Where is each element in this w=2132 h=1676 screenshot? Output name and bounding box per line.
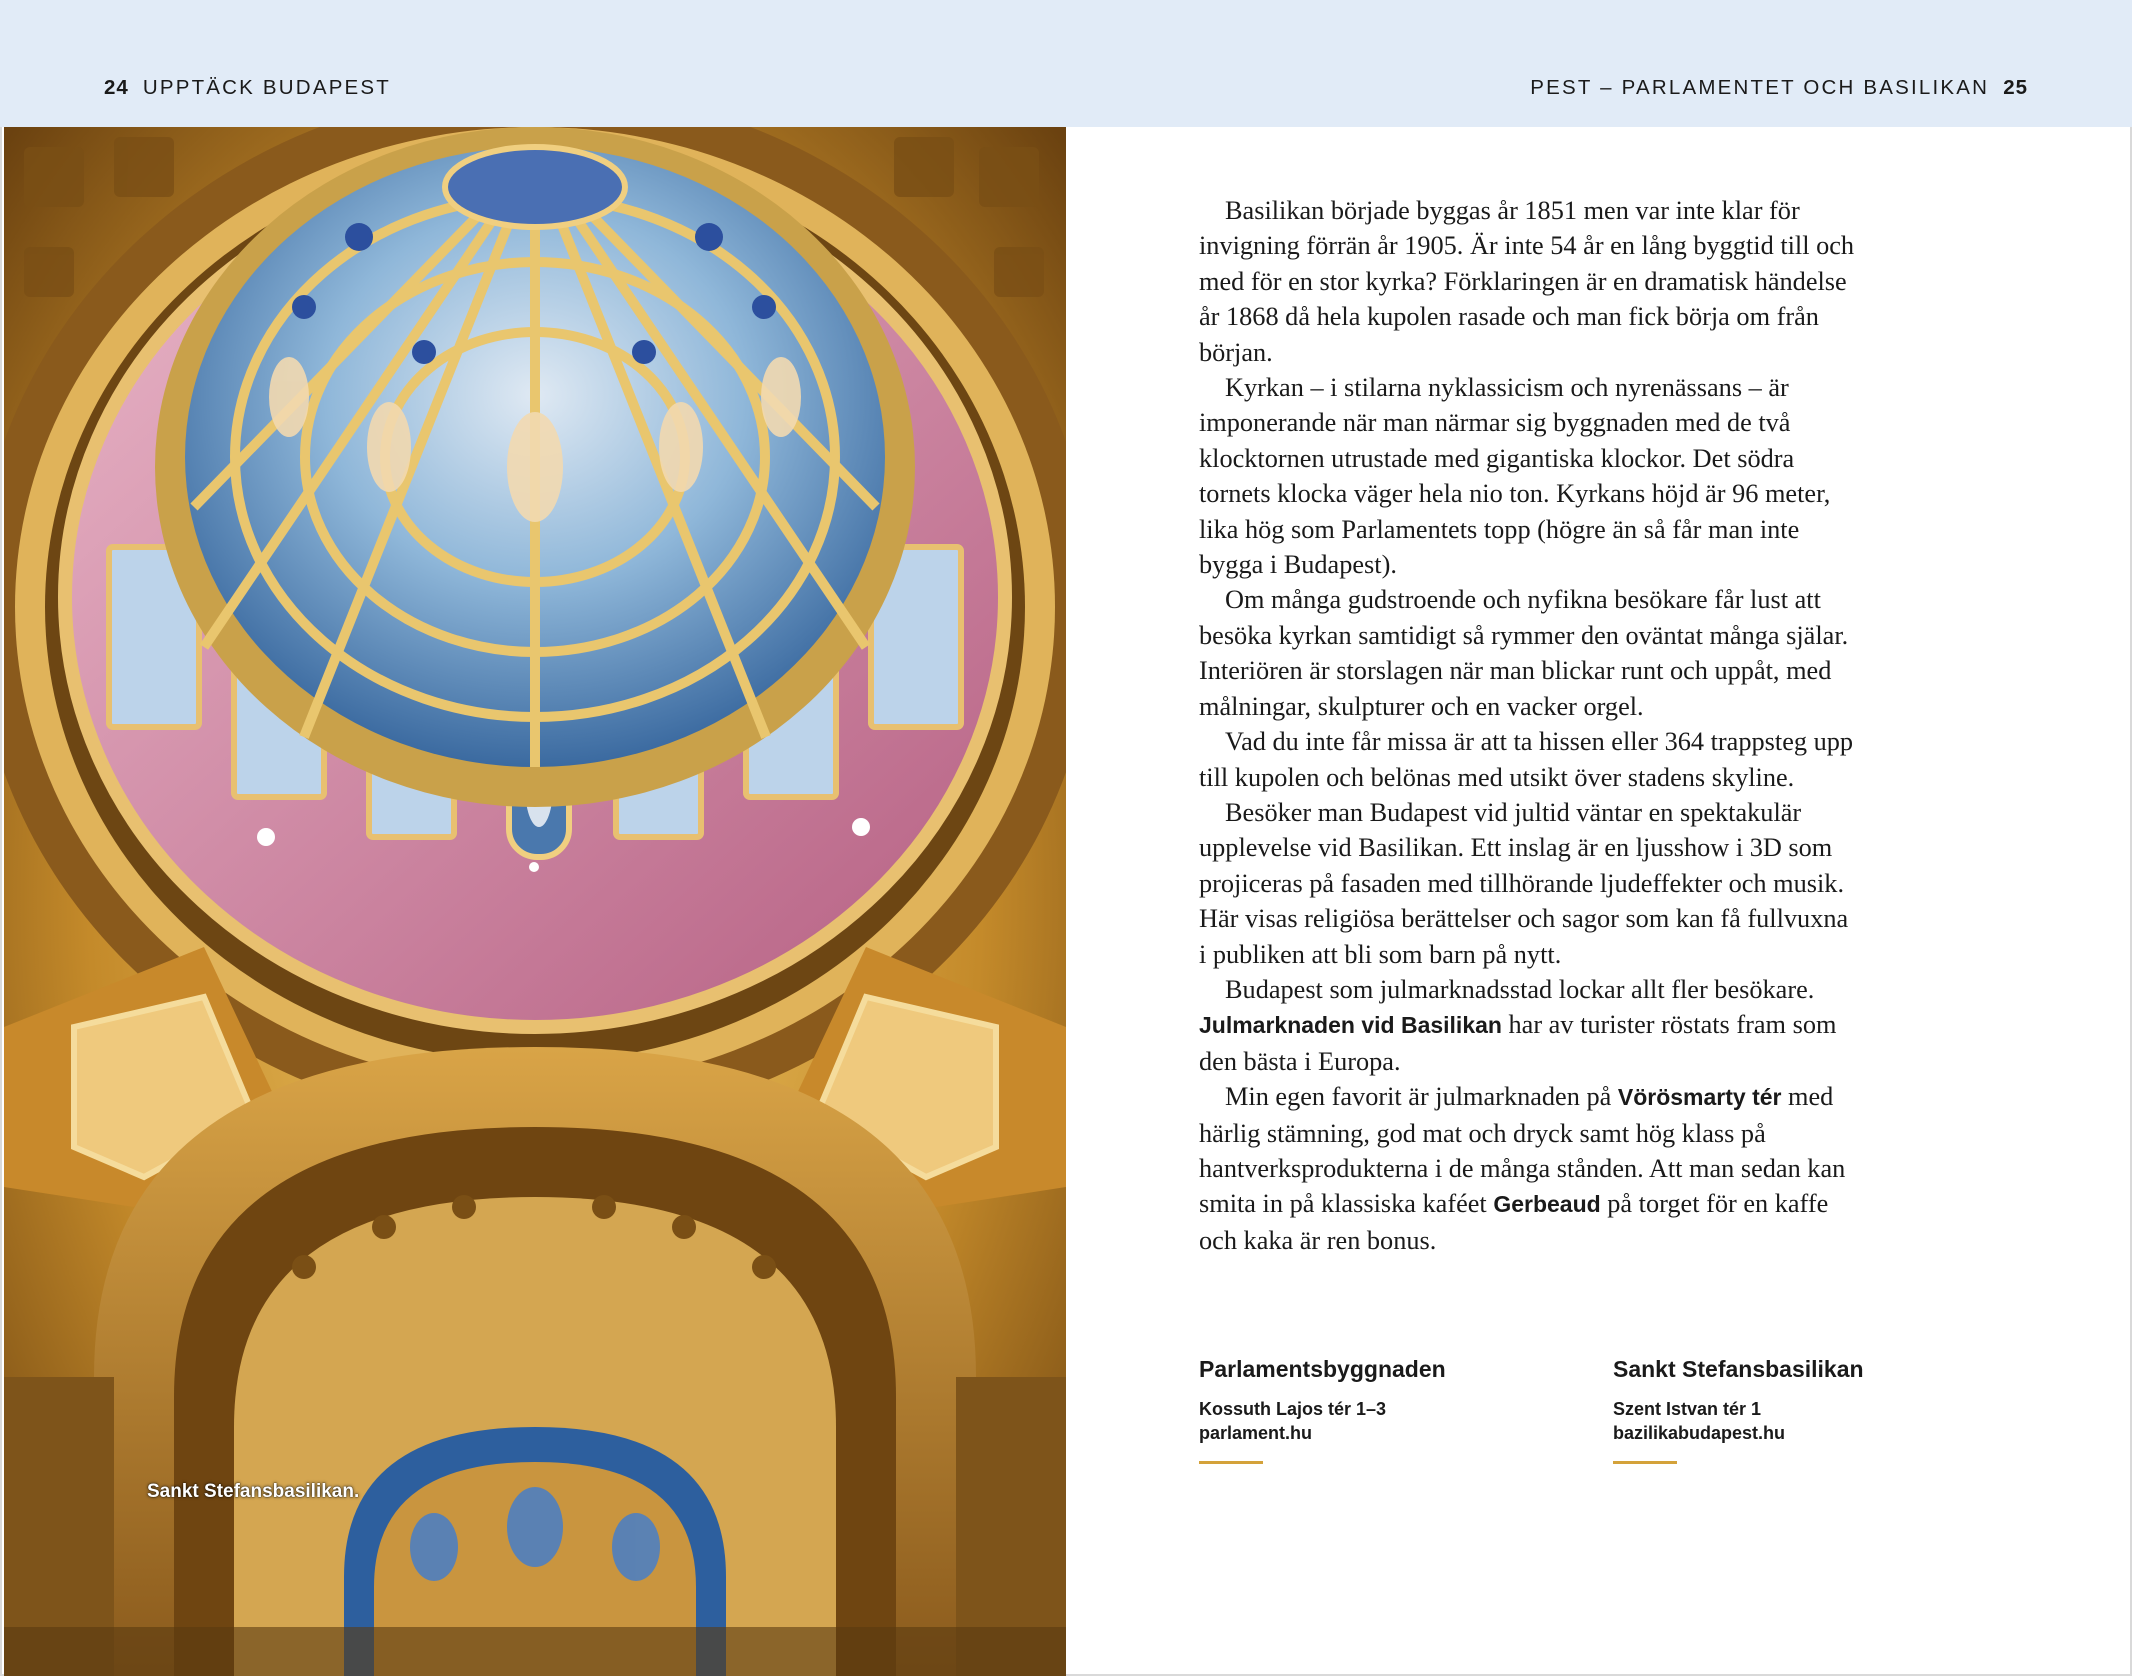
p7-text-a: Min egen favorit är julmarknaden på [1225,1082,1618,1112]
page-number-right: 25 [2003,76,2028,99]
gerbeaud: Gerbeaud [1493,1191,1601,1218]
paragraph-6 [1199,972,1859,1079]
address-name: Parlamentsbyggnaden [1199,1356,1446,1382]
basilica-dome-photo [4,127,1066,1676]
page-number-left: 24 [104,76,129,99]
section-title-right: PEST – PARLAMENTET OCH BASILIKAN [1530,76,1990,99]
p6-text-a: Budapest som julmarknadsstad lockar allt fler besökare. [1225,974,1815,1004]
address-name: Sankt Stefansbasilikan [1613,1356,1864,1382]
accent-rule [1199,1461,1263,1464]
address-website: bazilikabudapest.hu [1613,1423,1786,1443]
paragraph-1: Basilikan började byggas år 1851 men var inte klar för invigning förrän år 1905. Är inte 54 år en lång byggtid till och med för en stor kyrka? Förklaringen är en dramatisk händelse år 1868 då hela kupolen rasade och man fick börja om från början. [1199,196,1855,367]
accent-rule [1613,1461,1677,1464]
paragraph-4: Vad du inte får missa är att ta hissen eller 364 trappsteg upp till kupolen och belönas med utsikt över stadens skyline. [1199,727,1854,792]
address-website: parlament.hu [1199,1423,1313,1443]
paragraph-3: Om många gudstroende och nyfikna besökare får lust att besöka kyrkan samtidigt så rymmer den oväntat många själar. Interiören är storslagen när man blickar runt och uppåt, med målningar, skulpturer och en vacker orgel. [1199,585,1849,721]
p7-text-b: med härlig stämning, god mat och dryck samt hög klass på hantverksprodukterna i de många stånden. Att man sedan kan smita in på klassiska kaféet [1199,1082,1846,1219]
address-street: Kossuth Lajos tér 1–3 [1199,1399,1387,1419]
christmas-market-basilica: Julmarknaden vid Basilikan [1199,1012,1502,1039]
running-header-right [1530,76,2028,100]
article-body [1199,193,1859,1258]
chapter-title-left: UPPTÄCK BUDAPEST [142,76,392,99]
vorosmarty-ter: Vörösmarty tér [1617,1084,1782,1111]
header-band [0,0,2132,127]
paragraph-7 [1199,1079,1859,1258]
address-street: Szent Istvan tér 1 [1613,1399,1762,1419]
address-parliament [1199,1356,1519,1464]
photo-caption: Sankt Stefansbasilikan. [147,1481,360,1502]
paragraph-5: Besöker man Budapest vid jultid väntar en spektakulär upplevelse vid Basilikan. Ett inslag är en ljusshow i 3D som projiceras på fasaden med tillhörande ljudeffekter och musik. Här visas religiösa berättelser och sagor som kan få fullvuxna i publiken att bli som barn på nytt. [1199,797,1849,969]
p6-text-b: har av turister röstats fram som den bästa i Europa. [1199,1010,1837,1076]
paragraph-2: Kyrkan – i stilarna nyklassicism och nyrenässans – är imponerande när man närmar sig byggnaden med de två klocktornen utrustade med gigantiska klockor. Det södra tornets klocka väger hela nio ton. Kyrkans höjd är 96 meter, lika hög som Parlamentets topp (högre än så får man inte bygga i Budapest). [1199,373,1831,580]
p7-text-c: på torget för en kaffe och kaka är ren bonus. [1199,1189,1829,1255]
running-header-left [104,76,391,100]
address-basilica [1613,1356,1933,1464]
